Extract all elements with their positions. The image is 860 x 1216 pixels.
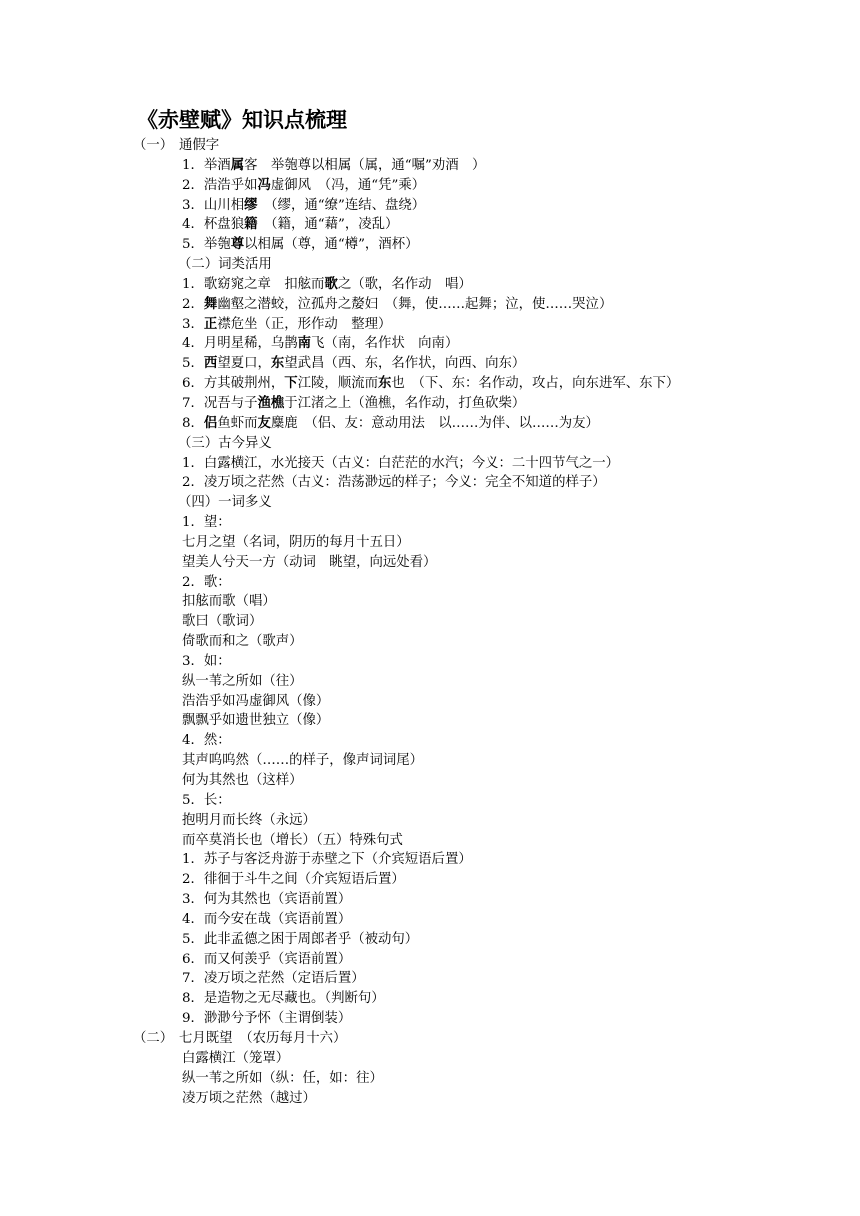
- emphasized-word: 冯: [257, 177, 271, 193]
- line-text: 之（歌，名作动 唱）: [337, 276, 472, 292]
- line-text: 飘飘乎如遗世独立（像）: [182, 713, 330, 729]
- line-text: 1．苏子与客泛舟游于赤壁之下（介宾短语后置）: [182, 852, 472, 868]
- text-line: [0, 592, 860, 612]
- emphasized-word: 缪: [244, 197, 258, 213]
- text-line: [0, 652, 860, 672]
- text-line: [0, 692, 860, 712]
- line-text: 1．望：: [182, 515, 231, 531]
- line-text: 虚御风 （冯，通“凭”乘）: [270, 177, 426, 193]
- emphasized-word: 歌: [324, 276, 338, 292]
- emphasized-word: 友: [257, 415, 271, 431]
- emphasized-word: 侣: [203, 415, 218, 431]
- text-line: [0, 969, 860, 989]
- line-text: 8．是造物之无尽藏也。（判断句）: [182, 991, 385, 1007]
- line-text: 1．白露横江，水光接天（古义：白茫茫的水汽；今义：二十四节气之一）: [182, 455, 620, 471]
- text-line: [0, 1089, 860, 1109]
- document-body: [0, 136, 860, 1108]
- line-text: 6．方其破荆州，: [182, 376, 285, 392]
- text-line: [0, 989, 860, 1009]
- emphasized-word: 东: [378, 376, 392, 392]
- text-line: [0, 196, 860, 216]
- text-line: [0, 454, 860, 474]
- line-text: 7．况吾与子: [182, 395, 258, 411]
- text-line: [0, 573, 860, 593]
- text-line: [0, 811, 860, 831]
- line-text: 5．: [182, 356, 204, 372]
- line-text: 江陵，顺流而: [297, 376, 378, 392]
- text-line: [0, 235, 860, 255]
- text-line: [0, 731, 860, 751]
- emphasized-word: 西: [203, 356, 218, 372]
- line-text: 白露横江（笼罩）: [182, 1050, 290, 1066]
- text-line: [0, 315, 860, 335]
- line-text: 望武昌（西、东，名作状，向西、向东）: [284, 356, 526, 372]
- text-line: [0, 136, 860, 156]
- emphasized-word: 尊: [230, 237, 245, 253]
- line-text: 8．: [182, 415, 204, 431]
- line-text: 七月之望（名词，阴历的每月十五日）: [182, 534, 410, 550]
- line-text: 襟危坐（正，形作动 整理）: [217, 316, 392, 332]
- text-line: [0, 791, 860, 811]
- line-text: 2．浩浩乎如: [182, 177, 258, 193]
- line-text: 6．而又何羡乎（宾语前置）: [182, 951, 352, 967]
- line-text: 何为其然也（这样）: [182, 773, 303, 788]
- text-line: [0, 1009, 860, 1029]
- line-text: 5．长：: [182, 792, 231, 808]
- line-text: 2．凌万顷之茫然（古义：浩荡渺远的样子；今义：完全不知道的样子）: [182, 475, 606, 491]
- line-text: 1．举酒: [182, 157, 231, 173]
- line-text: 2．徘徊于斗牛之间（介宾短语后置）: [182, 872, 405, 888]
- line-text: 望美人兮天一方（动词 眺望，向远处看）: [182, 554, 437, 570]
- text-line: [0, 751, 860, 771]
- text-line: [0, 553, 860, 573]
- text-line: [0, 354, 860, 374]
- line-text: 飞（南，名作状 向南）: [311, 336, 459, 352]
- emphasized-word: 下: [284, 376, 298, 392]
- line-text: 1．歌窈窕之章 扣舷而: [182, 276, 325, 292]
- emphasized-word: 籍: [244, 217, 258, 233]
- text-line: [0, 414, 860, 434]
- line-text: 3．如：: [182, 653, 231, 669]
- line-text: （四）一词多义: [178, 495, 272, 511]
- line-text: 3．: [182, 316, 204, 332]
- line-text: 4．杯盘狼: [182, 217, 245, 233]
- line-text: 其声呜呜然（……的样子，像声词词尾）: [182, 753, 424, 769]
- emphasized-word: 渔樵: [257, 395, 285, 411]
- line-text: 麋鹿 （侣、友：意动用法 以……为伴、以……为友）: [270, 415, 599, 431]
- line-text: 5．此非孟德之困于周郎者乎（被动句）: [182, 931, 419, 947]
- text-line: [0, 176, 860, 196]
- line-text: 9．渺渺兮予怀（主谓倒装）: [182, 1011, 352, 1027]
- text-line: [0, 672, 860, 692]
- text-line: [0, 394, 860, 414]
- emphasized-word: 属: [230, 157, 245, 173]
- line-text: 2．: [182, 296, 204, 312]
- line-text: 鱼虾而: [217, 415, 258, 431]
- document-title: 《赤壁赋》知识点梳理: [137, 108, 347, 132]
- line-text: 抱明月而长终（永远）: [182, 812, 316, 828]
- emphasized-word: 正: [203, 316, 218, 332]
- text-line: [0, 374, 860, 394]
- section-marker: （二）: [133, 1030, 174, 1046]
- line-text: 2．歌：: [182, 574, 231, 590]
- text-line: [0, 473, 860, 493]
- line-text: 纵一苇之所如（纵：任，如：往）: [182, 1070, 383, 1086]
- text-line: [0, 890, 860, 910]
- text-line: [0, 930, 860, 950]
- line-text: （缪，通“缭”连结、盘绕）: [257, 197, 426, 213]
- emphasized-word: 舞: [203, 296, 218, 312]
- line-text: 4．而今安在哉（宾语前置）: [182, 911, 352, 927]
- text-line: [0, 434, 860, 454]
- emphasized-word: 南: [297, 336, 312, 352]
- line-text: 3．山川相: [182, 197, 245, 213]
- text-line: [0, 612, 860, 632]
- line-text: 七月既望 （农历每月十六）: [179, 1030, 347, 1046]
- line-text: 倚歌而和之（歌声）: [182, 634, 303, 650]
- line-text: 4．然：: [182, 733, 231, 749]
- text-line: [0, 533, 860, 553]
- line-text: （籍，通“藉”，凌乱）: [257, 217, 399, 233]
- line-text: 5．举匏: [182, 237, 231, 253]
- text-line: [0, 850, 860, 870]
- text-line: [0, 1049, 860, 1069]
- text-line: [0, 831, 860, 851]
- line-text: 幽壑之潜蛟，泣孤舟之嫠妇 （舞，使……起舞；泣，使……哭泣）: [217, 296, 613, 312]
- line-text: 而卒莫消长也（增长）（五）特殊句式: [182, 832, 403, 848]
- line-text: 浩浩乎如冯虚御风（像）: [182, 693, 330, 709]
- text-line: [0, 910, 860, 930]
- section-marker: （一）: [133, 138, 174, 153]
- text-line: [0, 1069, 860, 1089]
- line-text: 也 （下、东：名作动，攻占，向东进军、东下）: [391, 376, 680, 392]
- emphasized-word: 东: [270, 356, 285, 372]
- text-line: [0, 156, 860, 176]
- text-line: [0, 334, 860, 354]
- text-line: [0, 632, 860, 652]
- text-line: [0, 255, 860, 275]
- line-text: （三）古今异义: [178, 435, 272, 451]
- line-text: 3．何为其然也（宾语前置）: [182, 892, 352, 908]
- text-line: [0, 275, 860, 295]
- line-text: 通假字: [179, 138, 220, 153]
- line-text: 7．凌万顷之茫然（定语后置）: [182, 971, 365, 987]
- line-text: 客 举匏尊以相属（属，通“嘱”劝酒 ）: [244, 157, 486, 173]
- line-text: 纵一苇之所如（往）: [182, 673, 303, 689]
- text-line: [0, 215, 860, 235]
- text-line: [0, 493, 860, 513]
- line-text: 歌曰（歌词）: [182, 614, 263, 630]
- text-line: [0, 1029, 860, 1049]
- line-text: 于江渚之上（渔樵，名作动，打鱼砍柴）: [284, 395, 526, 411]
- text-line: [0, 870, 860, 890]
- line-text: 凌万顷之茫然（越过）: [182, 1090, 316, 1106]
- line-text: 4．月明星稀，乌鹊: [182, 336, 298, 352]
- line-text: 以相属（尊，通“樽”，酒杯）: [244, 237, 419, 253]
- text-line: [0, 295, 860, 315]
- text-line: [0, 513, 860, 533]
- line-text: 扣舷而歌（唱）: [182, 594, 276, 610]
- text-line: [0, 771, 860, 791]
- text-line: [0, 950, 860, 970]
- line-text: （二）词类活用: [178, 257, 272, 273]
- line-text: 望夏口，: [217, 356, 271, 372]
- text-line: [0, 711, 860, 731]
